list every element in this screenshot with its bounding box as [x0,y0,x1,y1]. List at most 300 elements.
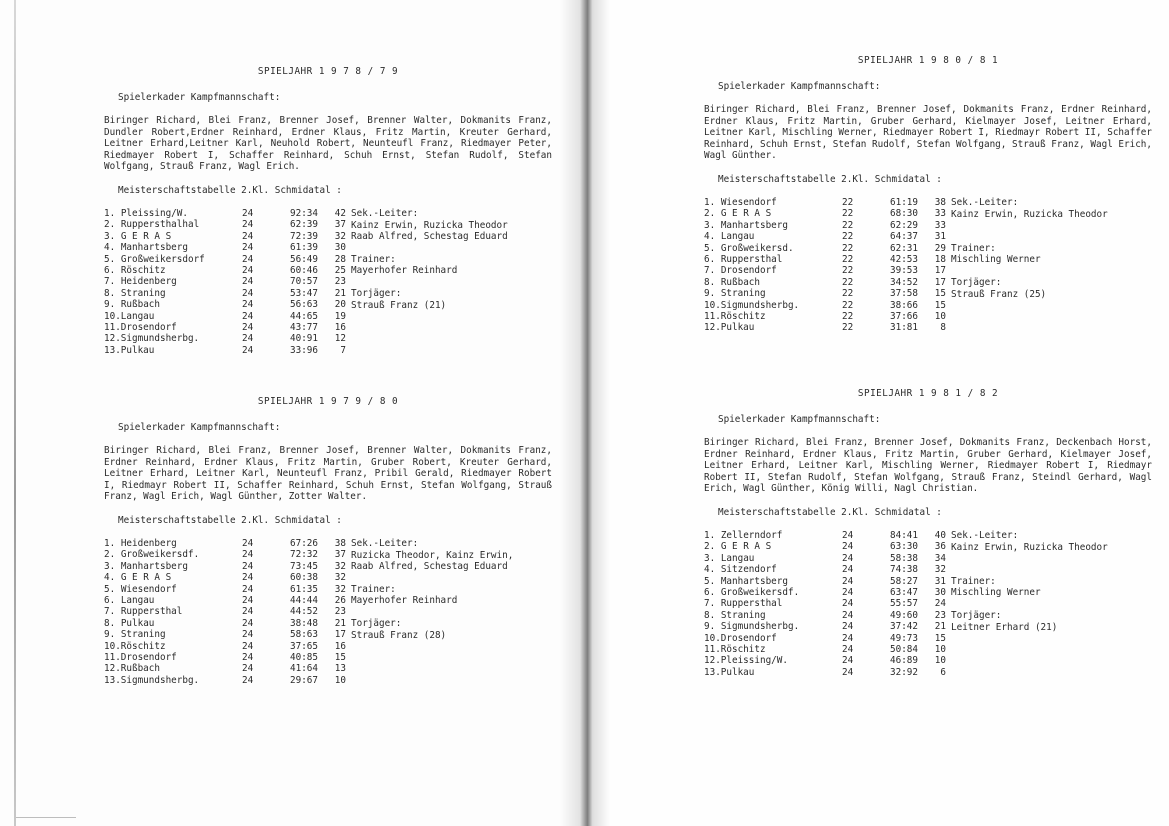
points-cell: 7 [340,344,346,356]
team-name: Drosendorf [720,265,777,277]
season-1978-79 [104,66,552,356]
games-cell: 24 [242,276,254,288]
games-cell: 24 [242,560,254,572]
games-cell: 24 [242,321,254,333]
rank-cell: 8. [104,617,116,629]
goals-cell: 62:39 [290,219,318,231]
points-cell: 38 [334,538,346,549]
rank-cell: 4. [704,231,716,243]
points-cell: 18 [934,253,946,265]
rank-cell: 12. [104,333,121,345]
points-cell: 21 [334,617,346,629]
team-cell [104,538,242,549]
games-cell: 24 [842,586,854,598]
spacer [351,607,513,618]
sek-leiter-names: Ruzicka Theodor, Kainz Erwin, [351,549,514,561]
spacer [951,564,1108,575]
points-cell: 20 [334,299,346,311]
spacer [951,231,1108,242]
team-cell [704,322,842,333]
team-name: Röschitz [720,643,766,655]
trainer-label: Trainer: [951,242,996,254]
rank-cell: 13. [104,344,121,356]
table-row [104,345,552,356]
games-cell: 24 [242,572,254,584]
goals-cell: 38:48 [290,617,318,629]
goals-cell: 40:85 [290,651,318,663]
goals-cell: 33:96 [290,344,318,356]
games-cell: 24 [242,651,254,663]
goals-cell: 62:31 [890,242,918,254]
team-cell [104,549,242,560]
team-cell [704,530,842,541]
points-cell: 16 [334,640,346,652]
goals-cell: 37:42 [890,621,918,633]
team-cell [704,610,842,621]
rank-cell: 8. [704,609,716,621]
team-cell [704,243,842,254]
goals-cell: 63:30 [890,541,918,553]
season-heading: SPIELJAHR 1 9 8 0 / 8 1 [857,55,999,66]
table-row [704,655,1152,666]
points-cell: 21 [934,621,946,633]
games-cell: 24 [842,655,854,667]
league-table-label: Meisterschaftstabelle 2.Kl. Schmidatal : [118,514,342,526]
team-cell [704,254,842,265]
top-scorer-name: Strauß Franz (25) [951,288,1047,300]
team-cell [704,220,842,231]
team-name: Manhartsberg [720,575,788,587]
games-cell: 24 [242,219,254,231]
goals-cell: 29:67 [290,674,318,686]
team-name: Großweikersdf. [120,549,200,561]
rank-cell: 3. [104,230,116,242]
points-cell: 17 [934,276,946,288]
rank-cell: 10. [704,632,721,644]
goals-cell: 37:58 [890,288,918,300]
points-cell: 15 [334,651,346,663]
team-name: Sigmundsherbg. [720,621,800,633]
games-cell: 22 [842,253,854,265]
team-name: Pulkau [720,666,755,678]
squad-label: Spielerkader Kampfmannschaft: [718,413,881,425]
goals-cell: 61:19 [890,197,918,208]
team-cell [704,644,842,655]
rank-cell: 5. [104,253,116,265]
rank-cell: 12. [704,655,721,667]
goals-cell: 44:65 [290,310,318,322]
page-edge-bottom [16,817,76,818]
sek-leiter-names: Kainz Erwin, Ruzicka Theodor [951,208,1108,220]
games-cell: 22 [842,208,854,220]
team-cell [104,231,242,242]
team-cell [704,587,842,598]
team-cell [704,633,842,644]
team-cell [704,288,842,299]
goals-cell: 61:39 [290,242,318,254]
team-cell [704,598,842,609]
table-row [704,644,1152,655]
staff-block [351,208,508,311]
team-cell [704,564,842,575]
season-1979-80 [104,396,552,686]
team-name: Langau [720,552,755,564]
sek-leiter-label: Sek.-Leiter: [951,530,1019,541]
team-cell [104,561,242,572]
rank-cell: 12. [104,663,121,675]
games-cell: 24 [842,632,854,644]
team-name: Zellerndorf [720,530,783,541]
rank-cell: 1. [704,530,716,541]
league-table-label: Meisterschaftstabelle 2.Kl. Schmidatal : [118,184,342,196]
rank-cell: 7. [104,276,116,288]
sek-leiter-names: Kainz Erwin, Ruzicka Theodor [951,541,1108,553]
season-1980-81 [704,55,1152,334]
goals-cell: 67:26 [290,538,318,549]
games-cell: 22 [842,265,854,277]
season-heading: SPIELJAHR 1 9 7 8 / 7 9 [257,66,399,77]
points-cell: 10 [334,674,346,686]
league-table [104,208,552,356]
rank-cell: 13. [704,666,721,678]
rank-cell: 10. [104,310,121,322]
points-cell: 32 [334,230,346,242]
points-cell: 31 [934,575,946,587]
spacer [351,243,508,254]
goals-cell: 43:77 [290,321,318,333]
points-cell: 25 [334,264,346,276]
games-cell: 24 [842,564,854,576]
games-cell: 24 [242,253,254,265]
team-cell [104,254,242,265]
sek-leiter-names: Raab Alfred, Schestag Eduard [351,561,508,572]
rank-cell: 7. [704,265,716,277]
rank-cell: 8. [104,287,116,299]
team-cell [104,265,242,276]
team-cell [104,629,242,640]
games-cell: 24 [242,629,254,641]
games-cell: 24 [842,609,854,621]
team-name: Großweikersdorf [120,253,205,265]
squad-label: Spielerkader Kampfmannschaft: [118,421,281,433]
games-cell: 24 [242,230,254,242]
team-name: Rußbach [120,663,160,675]
team-cell [104,663,242,674]
goals-cell: 37:65 [290,640,318,652]
goals-cell: 32:92 [890,666,918,678]
points-cell: 26 [334,594,346,606]
rank-cell: 6. [704,253,716,265]
points-cell: 6 [940,666,946,678]
team-name: Röschitz [120,640,166,652]
games-cell: 22 [842,288,854,300]
team-cell [104,333,242,344]
staff-block [951,530,1108,633]
team-cell [704,231,842,242]
team-name: Drosendorf [720,632,777,644]
games-cell: 24 [842,598,854,610]
goals-cell: 50:84 [890,643,918,655]
rank-cell: 2. [104,219,116,231]
squad-label: Spielerkader Kampfmannschaft: [718,80,881,92]
team-name: Sitzendorf [720,564,777,576]
table-row [704,322,1152,333]
goals-cell: 60:38 [290,572,318,584]
points-cell: 12 [334,333,346,345]
team-cell [104,311,242,322]
goals-cell: 56:63 [290,299,318,311]
trainer-label: Trainer: [351,583,396,595]
goals-cell: 41:64 [290,663,318,675]
trainer-name: Mayerhofer Reinhard [351,265,458,277]
table-row [704,633,1152,644]
team-name: Drosendorf [120,321,177,333]
sek-leiter-names: Kainz Erwin, Ruzicka Theodor [351,219,508,231]
games-cell: 24 [242,310,254,322]
table-row [104,675,552,686]
rank-cell: 10. [104,640,121,652]
team-name: G E R A S [720,541,772,553]
top-scorer-label: Torjäger: [351,618,402,630]
book-spine [560,0,610,826]
spacer [951,553,1108,564]
team-name: Manhartsberg [120,560,188,572]
points-cell: 33 [934,208,946,220]
goals-cell: 74:38 [890,564,918,576]
team-cell [704,300,842,311]
rank-cell: 5. [104,583,116,595]
top-scorer-label: Torjäger: [951,610,1002,622]
team-cell [104,276,242,287]
games-cell: 24 [242,583,254,595]
points-cell: 30 [934,586,946,598]
games-cell: 24 [242,594,254,606]
top-scorer-name: Leitner Erhard (21) [951,621,1058,633]
points-cell: 28 [334,253,346,265]
table-row [104,641,552,652]
team-name: Ruppersthal [720,598,783,610]
points-cell: 23 [934,609,946,621]
points-cell: 42 [334,208,346,219]
goals-cell: 63:47 [890,586,918,598]
points-cell: 17 [934,265,946,277]
points-cell: 31 [934,231,946,243]
games-cell: 22 [842,299,854,311]
points-cell: 23 [334,276,346,288]
season-1981-82 [704,388,1152,678]
games-cell: 22 [842,242,854,254]
team-cell [704,208,842,219]
team-name: Rußbach [720,276,760,288]
games-cell: 24 [242,606,254,618]
goals-cell: 39:53 [890,265,918,277]
goals-cell: 49:60 [890,609,918,621]
points-cell: 24 [934,598,946,610]
rank-cell: 2. [104,549,116,561]
team-cell [104,345,242,356]
trainer-label: Trainer: [351,253,396,265]
team-name: Großweikersdf. [720,586,800,598]
team-cell [704,553,842,564]
goals-cell: 73:45 [290,560,318,572]
team-cell [104,299,242,310]
team-name: Straning [720,609,766,621]
table-row [104,311,552,322]
rank-cell: 11. [704,643,721,655]
league-table-label: Meisterschaftstabelle 2.Kl. Schmidatal : [718,506,942,518]
team-cell [704,621,842,632]
points-cell: 17 [334,629,346,641]
squad-label: Spielerkader Kampfmannschaft: [118,91,281,103]
goals-cell: 56:49 [290,253,318,265]
points-cell: 32 [334,572,346,584]
points-cell: 10 [934,310,946,322]
page-edge [14,0,16,826]
trainer-name: Mischling Werner [951,254,1041,266]
rank-cell: 11. [104,321,121,333]
team-name: Straning [720,288,766,300]
goals-cell: 72:39 [290,230,318,242]
sek-leiter-label: Sek.-Leiter: [351,538,419,549]
team-cell [704,197,842,208]
team-name: G E R A S [720,208,772,220]
team-name: Sigmundsherbg. [120,333,200,345]
team-name: Straning [120,629,166,641]
team-cell [704,576,842,587]
team-cell [104,208,242,219]
sek-leiter-label: Sek.-Leiter: [951,197,1019,208]
goals-cell: 58:63 [290,629,318,641]
season-heading: SPIELJAHR 1 9 7 9 / 8 0 [257,396,399,407]
team-name: Heidenberg [120,538,177,549]
team-name: Langau [120,310,155,322]
points-cell: 23 [334,606,346,618]
games-cell: 24 [842,575,854,587]
team-name: Manhartsberg [120,242,188,254]
goals-cell: 42:53 [890,253,918,265]
rank-cell: 1. [104,538,116,549]
team-name: Pulkau [120,617,155,629]
spacer [951,220,1108,231]
spacer [351,277,508,288]
rank-cell: 4. [704,564,716,576]
games-cell: 22 [842,276,854,288]
rank-cell: 2. [704,208,716,220]
goals-cell: 44:44 [290,594,318,606]
games-cell: 24 [242,344,254,356]
rank-cell: 1. [704,197,716,208]
goals-cell: 40:91 [290,333,318,345]
games-cell: 24 [842,621,854,633]
team-name: Großweikersd. [720,242,794,254]
trainer-label: Trainer: [951,575,996,587]
games-cell: 22 [842,197,854,208]
rank-cell: 6. [104,264,116,276]
rank-cell: 7. [704,598,716,610]
games-cell: 24 [842,666,854,678]
points-cell: 15 [934,288,946,300]
points-cell: 15 [934,299,946,311]
team-name: Ruppersthalhal [120,219,200,231]
team-cell [104,242,242,253]
squad-roster: Biringer Richard, Blei Franz, Brenner Josef, Dokmanits Franz, Deckenbach Horst, Erdner Reinhard, Erdner Klaus, Fritz Martin, Gruber Gerhard, Kielmayer Josef, Leitner Erhard, Leitner Karl, Mischling Werner, Riedmayer Robert I, Riedmayr Robert II, Stefan Rudolf, Stefan Wolfgang, Strauß Franz, Steindl Gerhard, Wagl Erich, Wagl Günther, König Willi, Nagl Christian. [704,437,1152,494]
goals-cell: 72:32 [290,549,318,561]
goals-cell: 58:27 [890,575,918,587]
team-name: G E R A S [120,572,172,584]
team-name: Langau [120,594,155,606]
games-cell: 24 [842,643,854,655]
table-row [704,300,1152,311]
rank-cell: 1. [104,208,116,219]
rank-cell: 9. [704,621,716,633]
games-cell: 22 [842,310,854,322]
squad-roster: Biringer Richard, Blei Franz, Brenner Josef, Brenner Walter, Dokmanits Franz, Dundler Robert,Erdner Reinhard, Erdner Klaus, Fritz Martin, Kreuter Gerhard, Leitner Erhard,Leitner Karl, Neuhold Robert, Neunteufl Franz, Riedmayer Peter, Riedmayer Robert I, Schaffer Reinhard, Schuh Ernst, Stefan Rudolf, Stefan Wolfgang, Strauß Franz, Wagl Erich. [104,115,552,172]
rank-cell: 5. [704,575,716,587]
team-name: Drosendorf [120,651,177,663]
team-name: Pulkau [720,322,755,334]
points-cell: 32 [334,583,346,595]
games-cell: 22 [842,322,854,334]
rank-cell: 6. [704,586,716,598]
team-name: Pleissing/W. [720,655,788,667]
spacer [951,266,1108,277]
points-cell: 8 [940,322,946,334]
goals-cell: 61:35 [290,583,318,595]
league-table [704,530,1152,678]
goals-cell: 92:34 [290,208,318,219]
games-cell: 24 [242,242,254,254]
team-cell [104,595,242,606]
points-cell: 13 [334,663,346,675]
games-cell: 24 [242,208,254,219]
staff-block [351,538,513,641]
goals-cell: 38:66 [890,299,918,311]
rank-cell: 11. [104,651,121,663]
rank-cell: 4. [104,572,116,584]
games-cell: 24 [242,264,254,276]
rank-cell: 3. [104,560,116,572]
rank-cell: 6. [104,594,116,606]
points-cell: 38 [934,197,946,208]
spacer [951,599,1108,610]
squad-roster: Biringer Richard, Blei Franz, Brenner Josef, Brenner Walter, Dokmanits Franz, Erdner Reinhard, Erdner Klaus, Fritz Martin, Gruber Robert, Kreuter Gerhard, Leitner Erhard, Leitner Karl, Neunteufl Franz, Pribil Gerald, Riedmayer Robert I, Riedmayr Robert II, Schaffer Reinhard, Schuh Ernst, Stefan Wolfgang, Strauß Franz, Wagl Erich, Wagl Günther, Zotter Walter. [104,445,552,502]
trainer-name: Mischling Werner [951,587,1041,599]
team-cell [704,277,842,288]
goals-cell: 34:52 [890,276,918,288]
team-cell [104,618,242,629]
team-name: Sigmundsherbg. [120,674,200,686]
points-cell: 16 [334,321,346,333]
team-cell [104,572,242,583]
team-cell [104,652,242,663]
team-cell [104,584,242,595]
league-table [704,197,1152,334]
rank-cell: 9. [104,299,116,311]
team-name: Sigmundsherbg. [720,299,800,311]
table-row [104,322,552,333]
points-cell: 32 [934,564,946,576]
points-cell: 33 [934,219,946,231]
team-name: Heidenberg [120,276,177,288]
points-cell: 32 [334,560,346,572]
team-cell [704,311,842,322]
table-row [104,652,552,663]
team-cell [104,641,242,652]
games-cell: 24 [242,549,254,561]
rank-cell: 7. [104,606,116,618]
rank-cell: 2. [704,541,716,553]
rank-cell: 4. [104,242,116,254]
